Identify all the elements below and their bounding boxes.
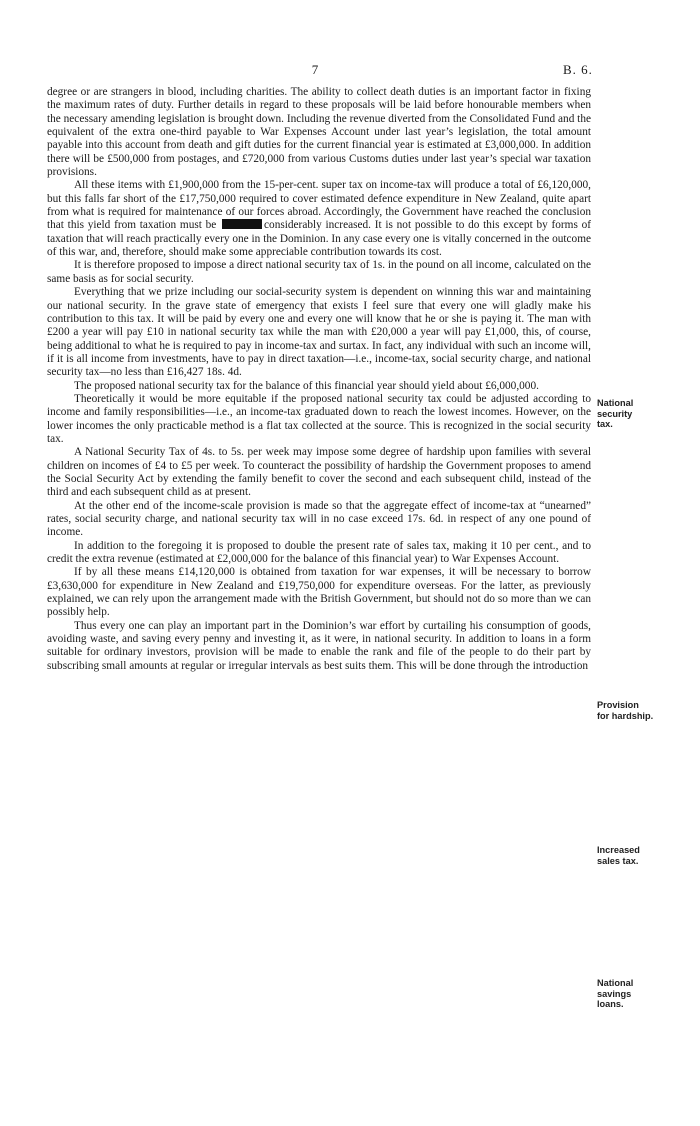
margin-note-national-savings-loans — [597, 978, 697, 1010]
page-number: 7 — [311, 62, 319, 77]
paragraph-death-duties: degree or are strangers in blood, including charities. The ability to collect death duties is an important factor in fixing the maximum rates of duty. Further details in regard to these proposals will be laid before honourable members when the necessary amending legislation is brought down. Including the revenue diverted from the Consolidated Fund and the equivalent of the extra one-third payable to War Expenses Account under last year’s legislation, the total amount payable into this account from death and gift duties for the current financial year is estimated at £3,000,000. In addition there will be £500,000 from postages, and £720,000 from various Customs duties under last year’s special war taxation provisions. — [47, 86, 591, 179]
margin-note-line: Increased — [597, 845, 640, 855]
margin-note-provision-for-hardship — [597, 700, 697, 721]
paragraph-social-security: Everything that we prize including our social-security system is dependent on winning this war and maintaining our national security. In the grave state of emergency that exists I feel sure that every one will gladly make his contribution to this tax. It will be paid by every one and every one will know that he or she is paying it. The man with £200 a year will pay £10 in national security tax while the man with £20,000 a year will pay £1,000, this, of course, being additional to what he is required to pay in income-tax and surtax. In fact, any individual with such an income will, if it is all income from investments, have to pay in direct taxation—i.e., income-tax, social security charge, and national security tax—no less than £16,427 18s. 4d. — [47, 286, 591, 379]
paragraph-national-security-tax: It is therefore proposed to impose a direct national security tax of 1s. in the pound on all income, calculated on the same basis as for social security. — [47, 259, 591, 285]
margin-note-line: tax. — [597, 419, 613, 429]
paragraph-defence-text-before: All these items with £1,900,000 from the 15-per-cent. super tax on income-tax will produce a total of £6,120,000, but this falls far short of the £17,750,000 required to cover estimated defence expenditure in New Zealand, quite apart from what is required for maintenance of our forces abroad. Accordingly, the Government have reached the conclusion that this yield from taxation must be — [47, 179, 591, 232]
margin-note-line: security — [597, 408, 633, 419]
margin-note-line: loans. — [597, 999, 624, 1009]
paragraph-income-scale: At the other end of the income-scale provision is made so that the aggregate effect of income-tax at “unearned” rates, social security charge, and national security tax will in no case exceed 17s. 6d. in respect of any one pound of income. — [47, 499, 591, 539]
margin-note-line: savings — [597, 988, 632, 999]
paragraph-hardship: A National Security Tax of 4s. to 5s. per week may impose some degree of hardship upon families with several children on incomes of £4 to £5 per week. To counteract the possibility of hardship the Government proposes to amend the Social Security Act by extending the family benefit to cover the second and each subsequent child, instead of the third and each subsequent child as at present. — [47, 446, 591, 499]
paragraph-tax-yield: The proposed national security tax for the balance of this financial year should yield about £6,000,000. — [74, 379, 539, 392]
paragraph-defence-text-after: considerably increased. It is not possible to do this except by forms of taxation that will reach practically every one in the Dominion. In any case every one is vitally concerned in the outcome of this war, and, therefore, should make some appreciable contribution towards its cost. — [47, 219, 592, 259]
margin-note-line: sales tax. — [597, 855, 639, 866]
paragraph-defence-expenditure — [47, 179, 591, 259]
paragraph-graduated-tax: Theoretically it would be more equitable if the proposed national security tax could be adjusted according to income and family responsibilities—i.e., an income-tax graduated down to reach the lowest incomes. However, on the lower incomes the only practicable method is a flat tax collected at the source. This is recognized in the social security tax. — [47, 392, 591, 445]
margin-note-national-security-tax — [597, 398, 697, 430]
paragraph-borrowing: If by all these means £14,120,000 is obtained from taxation for war expenses, it will be necessary to borrow £3,630,000 for expenditure in New Zealand and £19,750,000 for expenditure overseas. For the latter, as previously explained, we can rely upon the arrangement made with the British Government, but should not do so more than we can possibly help. — [47, 566, 591, 619]
paragraph-savings: Thus every one can play an important part in the Dominion’s war effort by curtailing his consumption of goods, avoiding waste, and saving every penny and investing it, as it were, in national security. In addition to loans in a form suitable for ordinary investors, provision will be made to enable the rank and file of the people to do their part by subscribing small amounts at regular or irregular intervals as best suits them. This will be done through the introduction — [47, 619, 591, 672]
margin-note-increased-sales-tax — [597, 845, 697, 866]
margin-note-line: Provision — [597, 700, 639, 710]
body-text — [47, 86, 591, 673]
margin-note-line: National — [597, 398, 634, 408]
paragraph-sales-tax: In addition to the foregoing it is proposed to double the present rate of sales tax, making it 10 per cent., and to credit the extra revenue (estimated at £2,000,000 for the balance of this financial year) to War Expenses Account. — [47, 539, 591, 566]
margin-note-line: National — [597, 978, 634, 988]
redaction-mark — [222, 219, 262, 229]
document-code: B. 6. — [563, 62, 593, 77]
margin-note-line: for hardship. — [597, 710, 654, 721]
